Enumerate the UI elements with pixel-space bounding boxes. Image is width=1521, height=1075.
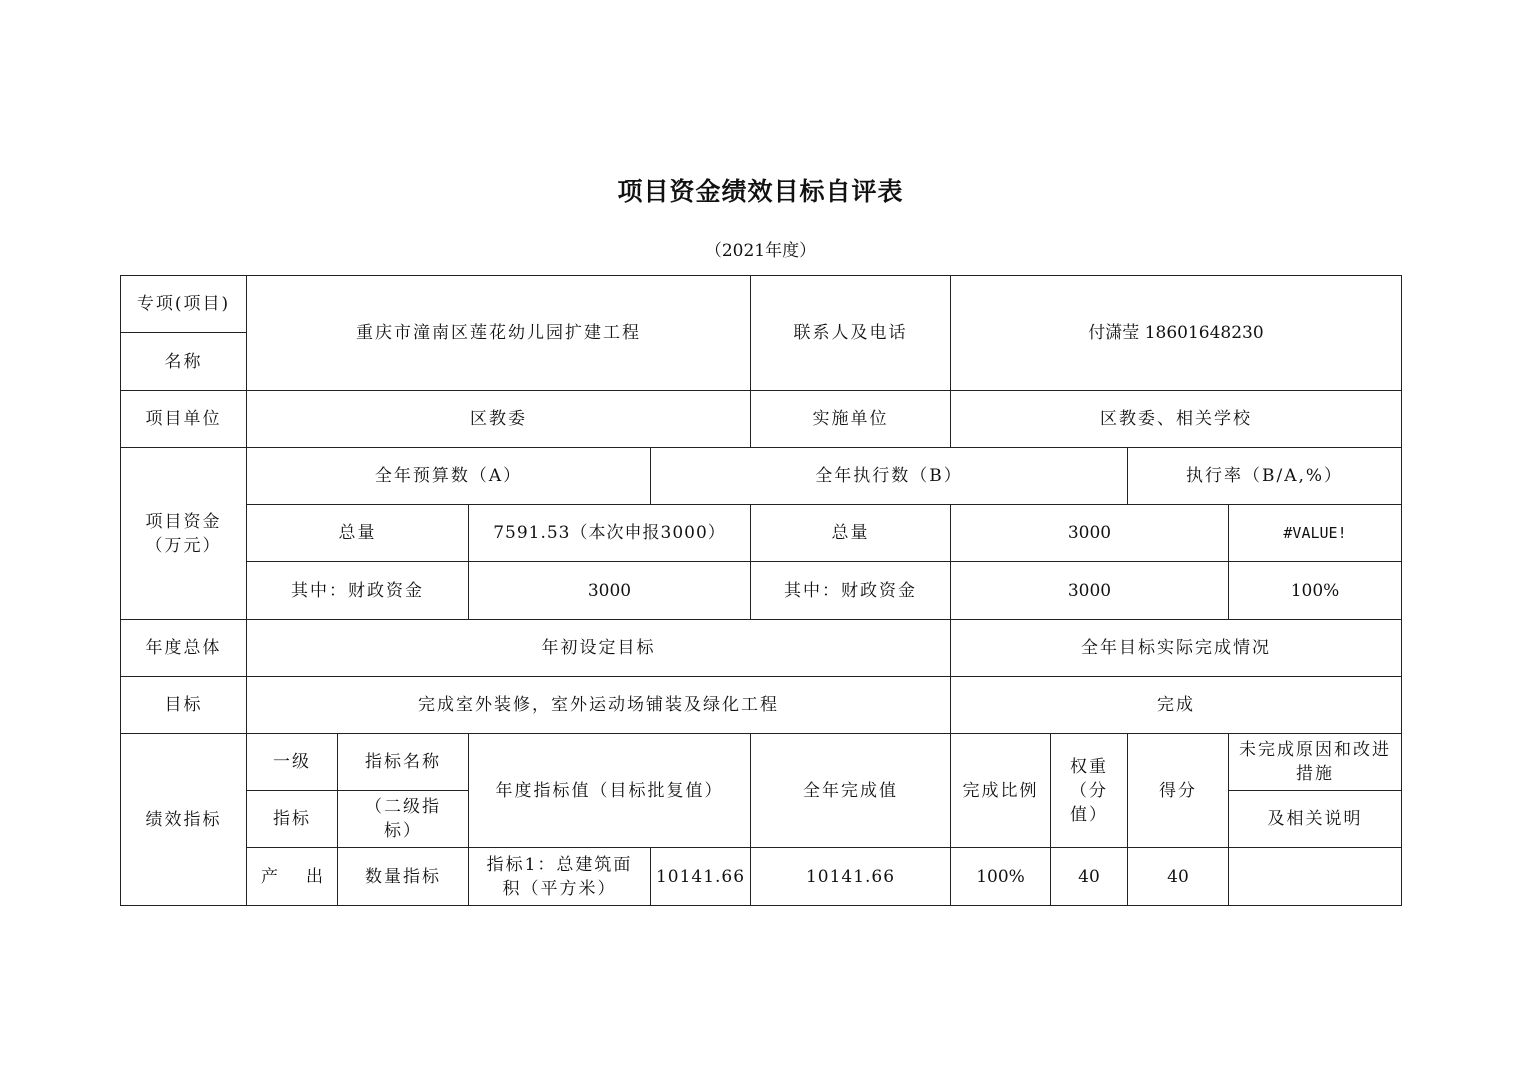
unit-label: 项目单位 [121, 391, 247, 448]
row-level1-char2: 出 [306, 866, 323, 887]
total-label: 总量 [247, 505, 469, 562]
contact-label: 联系人及电话 [751, 276, 951, 391]
project-name: 重庆市潼南区莲花幼儿园扩建工程 [247, 276, 751, 391]
reason-header-line1: 未完成原因和改进措施 [1229, 734, 1402, 791]
unit-value: 区教委 [247, 391, 751, 448]
fiscal-exec-label: 其中：财政资金 [751, 562, 951, 620]
page-title: 项目资金绩效目标自评表 [617, 177, 904, 206]
goal-label-line2: 目标 [121, 677, 247, 734]
goal-label-line1: 年度总体 [121, 620, 247, 677]
annual-value-header: 年度指标值（目标批复值） [469, 734, 751, 848]
impl-unit-label: 实施单位 [751, 391, 951, 448]
indicator-name-header-line2: （二级指标） [338, 791, 469, 848]
row-weight: 40 [1051, 848, 1128, 906]
indicator-name-header-line1: 指标名称 [338, 734, 469, 791]
row-indicator-name: 数量指标 [338, 848, 469, 906]
row-indicator: 指标1：总建筑面积（平方米） [469, 848, 651, 906]
rate-header: 执行率（B/A,%） [1128, 448, 1402, 505]
row-ratio: 100% [951, 848, 1051, 906]
goal-set-value: 完成室外装修，室外运动场铺装及绿化工程 [247, 677, 951, 734]
goal-actual-value: 完成 [951, 677, 1402, 734]
goal-actual-header: 全年目标实际完成情况 [951, 620, 1402, 677]
ratio-header: 完成比例 [951, 734, 1051, 848]
self-evaluation-table [120, 275, 1402, 906]
exec-header: 全年执行数（B） [651, 448, 1128, 505]
project-label-line2: 名称 [121, 333, 247, 391]
score-header: 得分 [1128, 734, 1229, 848]
row-actual: 10141.66 [751, 848, 951, 906]
row-level1 [247, 848, 338, 906]
total-exec: 3000 [951, 505, 1229, 562]
row-note [1229, 848, 1402, 906]
weight-header: 权重（分值） [1051, 734, 1128, 848]
report-year: （2021年度） [704, 241, 817, 261]
fiscal-budget: 3000 [469, 562, 751, 620]
total-budget: 7591.53（本次申报3000） [469, 505, 751, 562]
funds-label: 项目资金（万元） [121, 448, 247, 620]
contact-value: 付潇莹 18601648230 [951, 276, 1402, 391]
indicators-label: 绩效指标 [121, 734, 247, 906]
impl-unit-value: 区教委、相关学校 [951, 391, 1402, 448]
total-rate: #VALUE! [1229, 505, 1402, 562]
project-label-line1: 专项(项目) [121, 276, 247, 333]
row-target: 10141.66 [651, 848, 751, 906]
full-year-header: 全年完成值 [751, 734, 951, 848]
row-score: 40 [1128, 848, 1229, 906]
fiscal-label: 其中：财政资金 [247, 562, 469, 620]
table-row [121, 848, 1402, 906]
budget-header: 全年预算数（A） [247, 448, 651, 505]
level1-header-line2: 指标 [247, 791, 338, 848]
total-exec-label: 总量 [751, 505, 951, 562]
fiscal-rate: 100% [1229, 562, 1402, 620]
fiscal-exec: 3000 [951, 562, 1229, 620]
level1-header-line1: 一级 [247, 734, 338, 791]
reason-header-line2: 及相关说明 [1229, 791, 1402, 848]
row-level1-char1: 产 [261, 866, 278, 887]
goal-set-header: 年初设定目标 [247, 620, 951, 677]
